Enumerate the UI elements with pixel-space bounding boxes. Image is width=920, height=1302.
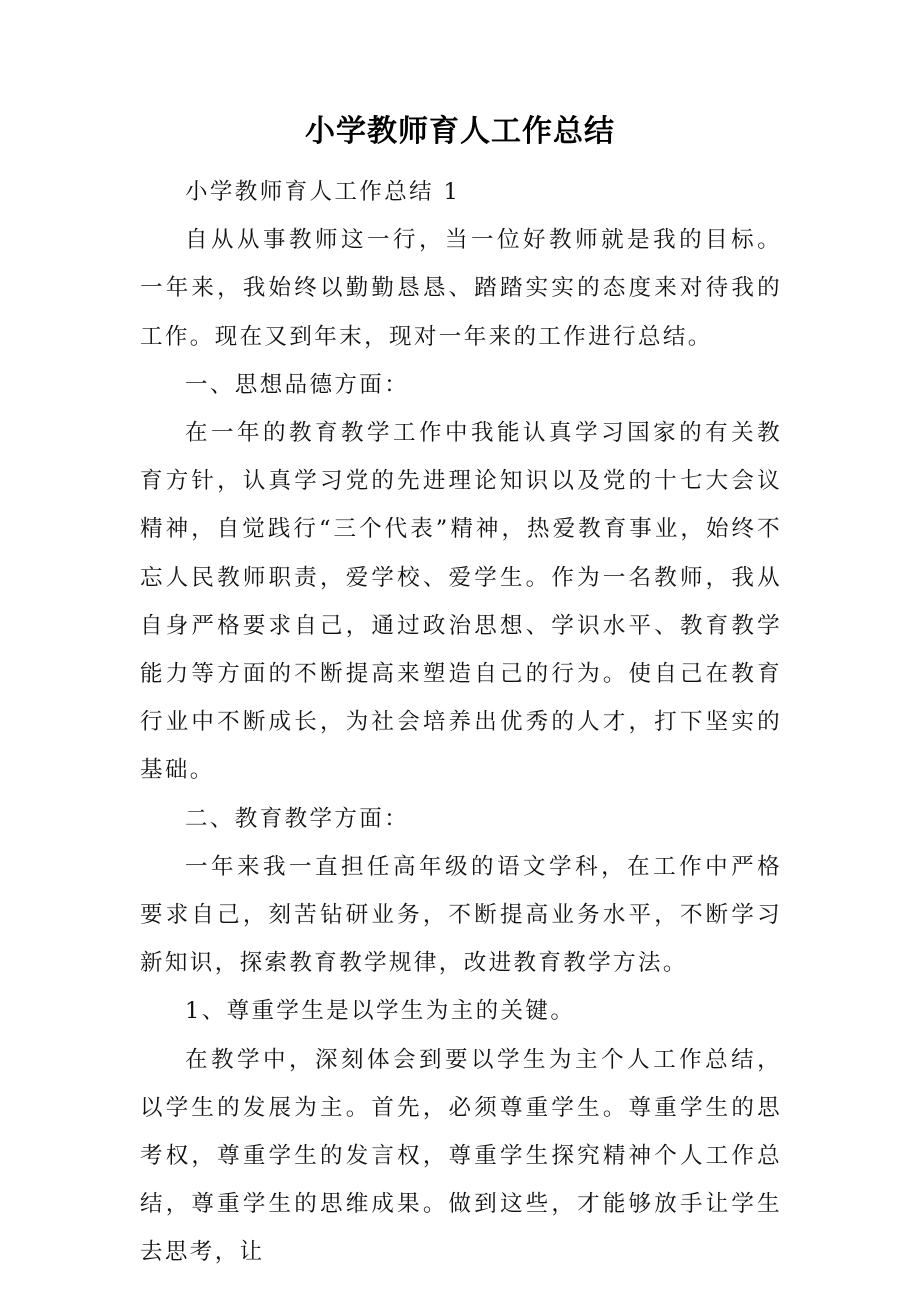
- paragraph: 在一年的教育教学工作中我能认真学习国家的有关教育方针，认真学习党的先进理论知识以及党的十七大会议精神，自觉践行“三个代表”精神，热爱教育事业，始终不忘人民教师职责，爱学校、爱学生。作为一名教师，我从自身严格要求自己，通过政治思想、学识水平、教育教学能力等方面的不断提高来塑造自己的行为。使自己在教育行业中不断成长，为社会培养出优秀的人才，打下坚实的基础。: [140, 420, 782, 784]
- paragraph: 一年来我一直担任高年级的语文学科，在工作中严格要求自己，刻苦钻研业务，不断提高业务水平，不断学习新知识，探索教育教学规律，改进教育教学方法。: [140, 853, 782, 977]
- paragraph: 在教学中，深刻体会到要以学生为主个人工作总结，以学生的发展为主。首先，必须尊重学生。尊重学生的思考权，尊重学生的发言权，尊重学生探究精神个人工作总结，尊重学生的思维成果。做到这些，才能够放手让学生去思考，让: [140, 1046, 782, 1266]
- subsection-heading: 1、尊重学生是以学生为主的关键。: [185, 998, 576, 1025]
- section-heading: 二、教育教学方面：: [185, 805, 410, 832]
- paragraph: 自从从事教师这一行，当一位好教师就是我的目标。一年来，我始终以勤勤恳恳、踏踏实实的态度来对待我的工作。现在又到年末，现对一年来的工作进行总结。: [140, 227, 782, 350]
- paragraph-subtitle: 小学教师育人工作总结 1: [185, 179, 461, 205]
- document-body: [140, 168, 782, 1277]
- section-heading: 一、思想品德方面：: [185, 371, 410, 398]
- document-title: 小学教师育人工作总结: [305, 114, 615, 149]
